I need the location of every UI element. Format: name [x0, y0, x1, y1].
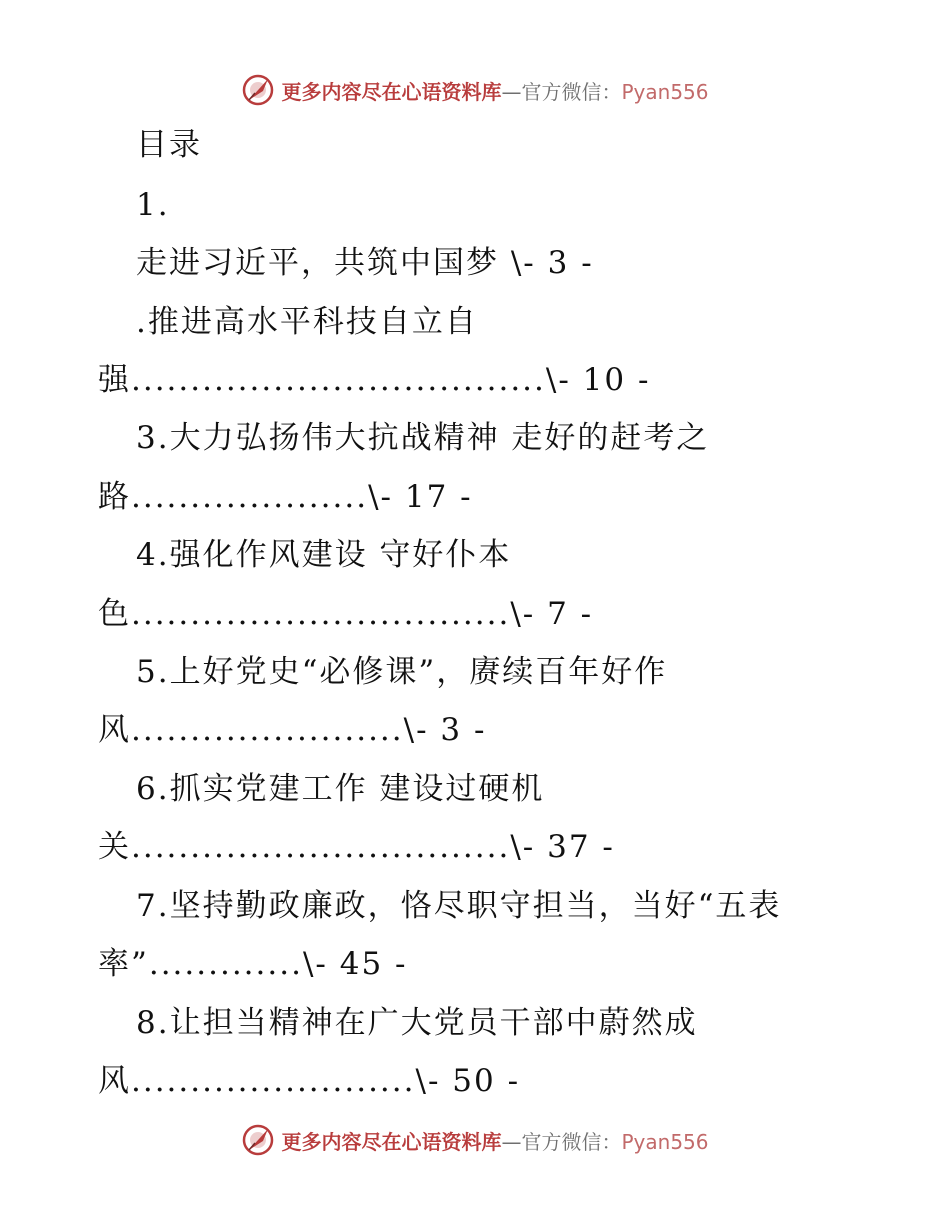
toc-line: 1. [136, 187, 170, 223]
toc-line: .推进高水平科技自立自 [136, 304, 478, 340]
banner-title: 更多内容尽在心语资料库 [281, 1129, 502, 1154]
banner-title: 更多内容尽在心语资料库 [281, 79, 502, 104]
toc-line: 关................................\- 37 - [98, 829, 615, 865]
toc-line: 5.上好党史“必修课”，赓续百年好作 [136, 654, 668, 690]
banner-contact-id: Pyan556 [621, 79, 709, 104]
banner-contact-label: —官方微信： [501, 79, 622, 104]
toc-line: 率”.............\- 45 - [98, 946, 408, 982]
banner-contact-id: Pyan556 [621, 1129, 709, 1154]
banner-text [281, 1126, 708, 1155]
header-banner [0, 70, 950, 110]
toc-line: 走进习近平，共筑中国梦 \- 3 - [136, 245, 594, 281]
toc-line: 强...................................\- 10 - [98, 362, 651, 398]
toc-line: 3.大力弘扬伟大抗战精神 走好的赶考之 [136, 420, 710, 456]
quill-logo-icon [241, 1123, 275, 1157]
toc-line: 色................................\- 7 - [98, 596, 594, 632]
toc-line: 路....................\- 17 - [98, 479, 473, 515]
quill-logo-icon [241, 73, 275, 107]
toc-line: 风........................\- 50 - [98, 1063, 521, 1099]
toc-line: 6.抓实党建工作 建设过硬机 [136, 771, 545, 807]
toc-line: 风.......................\- 3 - [98, 712, 487, 748]
footer-banner [0, 1120, 950, 1160]
toc-line: 4.强化作风建设 守好仆本 [136, 537, 512, 573]
toc-line: 7.坚持勤政廉政，恪尽职守担当，当好“五表 [136, 888, 782, 924]
toc-heading: 目录 [136, 127, 202, 163]
banner-contact-label: —官方微信： [501, 1129, 622, 1154]
toc-line: 8.让担当精神在广大党员干部中蔚然成 [136, 1005, 698, 1041]
banner-text [281, 76, 708, 105]
